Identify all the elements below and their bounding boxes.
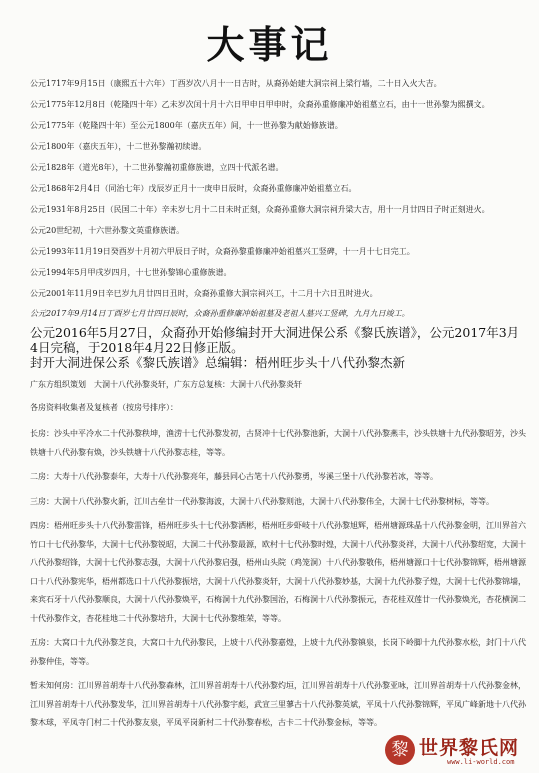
collectors-heading: 各房资料收集者及复核者（按房号排序）： xyxy=(30,403,178,412)
highlight-editor: 封开大洞进保公系《黎氏族谱》总编辑：梧州旺步头十八代孙黎杰新 xyxy=(30,355,406,370)
group-paragraph: 暂未知何房：江川界首胡寿十八代孙黎森林，江川界首胡寿十八代孙黎灼垣，江川界首胡寿十八代孙黎亚咏，江川界首胡寿十八代孙黎金林，江川界首胡寿十八代孙黎发华，江川界首胡寿十八代孙黎宇彪，武宣三里蓼古十八代孙黎英斌，平凤十八代孙黎锦辉，平凤广峰新地十八代孙黎木球，平凤寺门村二十代孙黎友泉，平凤平岗新村二十代孙黎春松，古卡二十代孙黎金标，等等。 xyxy=(30,681,526,727)
group-paragraph: 长房：沙头中平冷水二十代孙黎秩坤，渔涝十七代孙黎发初，古贤冲十七代孙黎池新，大洞十八代孙黎燕丰，沙头铁塘十九代孙黎昭芳，沙头铁塘十八代孙黎有焕，沙头铁塘十八代孙黎志桂，等等。 xyxy=(30,429,526,457)
logo-text: 世界黎氏网 xyxy=(419,737,520,759)
event-item: 公元2001年11月9日辛巳岁九月廿四日丑时，众裔孙重修大洞宗祠兴工，十二月十六日丑时进火。 xyxy=(30,289,378,298)
events-list xyxy=(30,78,526,370)
handwritten-note: 公元2017年9月14日丁酉岁七月廿四日辰时，众裔孙重修廉冲始祖墓及老祖人墓兴工竖碑，九月九日竣工。 xyxy=(30,309,410,318)
group-paragraph: 二房：大寿十八代孙黎泰年，大寿十八代孙黎亮年，藤县同心古笔十八代孙黎勇，岑溪三堡十八代孙黎若冰，等等。 xyxy=(30,472,438,481)
event-item: 公元1775年（乾隆四十年）至公元1800年（嘉庆五年）间，十一世孙黎为献始修族谱。 xyxy=(30,121,343,130)
logo-url: www.li-world.com xyxy=(447,758,515,766)
planning-line: 广东方组织策划 大洞十八代孙黎炎轩，广东方总复核：大洞十八代孙黎炎轩 xyxy=(30,380,302,389)
event-item: 公元1717年9月15日（康熙五十六年）丁酉岁次八月十一日吉时，从裔孙始建大洞宗祠上梁行墙，二十日入火大吉。 xyxy=(30,79,442,88)
event-item: 公元1994年5月甲戌岁四月，十七世孙黎锦心重修族谱。 xyxy=(30,268,232,277)
seal-icon: 黎 xyxy=(385,735,415,765)
event-item: 公元1800年（嘉庆五年），十二世孙黎瀚初续谱。 xyxy=(30,142,207,151)
site-logo xyxy=(385,735,535,769)
group-paragraph: 三房：大洞十八代孙黎火新，江川古垒廿一代孙黎海波，大洞十八代孙黎则池，大洞十八代孙黎伟全，大洞十七代孙黎树标，等等。 xyxy=(30,496,494,506)
event-item: 公元1828年（道光8年），十二世孙黎瀚初重修族谱，立四十代派名谱。 xyxy=(30,163,284,172)
event-item: 公元1993年11月19日癸酉岁十月初六甲辰日子时，众裔孙黎重修廉冲始祖墓兴工竖碑，十一月十七日完工。 xyxy=(30,247,415,256)
group-paragraph: 四房：梧州旺步头十八代孙黎雷锋，梧州旺步头十七代孙黎洒彬，梧州旺步虾岐十八代孙黎旭辉，梧州塘源珠晶十八代孙黎金明，江川界首六竹口十七代孙黎华，大洞十七代孙黎锐昭，大洞二十代孙黎最源，欧村十七代孙黎时煌，大洞十八代孙黎炎祥，大洞十八代孙黎绍宽，大洞十八代孙黎绍锋，大洞十七代孙黎志强，大洞十八代孙黎启强，梧州山头院（鸡笼洞）十八代孙黎敬伟，梧州塘源口十七代孙黎锦辉，梧州塘源口十八代孙黎宪华，梧州都选口十八代孙黎振培，大洞十八代孙黎炎轩，大洞十八代孙黎妙基，大洞十九代孙黎子煌，大洞十七代孙黎锦墙，来宾石牙十八代孙黎顺良，大洞十八代孙黎焕平，石梅洞十九代孙黎国治，石梅洞十八代孙黎振元，杏花桂双莲廿一代孙黎焕光，杏花横洞二十代孙黎作文，杏花桂地二十代孙黎培升，大洞十七代孙黎维荣，等等。 xyxy=(30,521,526,623)
event-item: 公元1775年12月8日（乾隆四十年）乙未岁次闰十月十六日甲申日甲申时，众裔孙重修廉冲始祖墓立石，由十一世孙黎为熙撰文。 xyxy=(30,100,490,109)
event-item: 公元1931年8月25日（民国二十年）辛未岁七月十二日未时正刻，众裔孙重修大洞宗祠升梁大吉，用十一月廿四日子时正刻进火。 xyxy=(30,205,490,214)
contributors-section xyxy=(30,379,530,739)
group-paragraph: 五房：大窝口十九代孙黎芝良，大窝口十九代孙黎民，上坡十八代孙黎嘉煌，上坡十九代孙黎镇泉，长岗下岭脚十九代孙黎水松，封门十八代孙黎仲佳，等等。 xyxy=(30,638,526,666)
page-title: 大事记 xyxy=(206,23,333,67)
event-item: 公元1868年2月4日（同治七年）戊辰岁正月十一庚申日辰时，众裔孙重修廉冲始祖墓立石。 xyxy=(30,184,357,193)
event-item: 公元20世纪初，十六世孙黎文英重修族谱。 xyxy=(30,226,185,235)
highlight-compilation: 公元2016年5月27日，众裔孙开始修编封开大洞进保公系《黎氏族谱》，公元2017年3月4日完稿，于2018年4月22日修正版。 xyxy=(30,325,520,355)
